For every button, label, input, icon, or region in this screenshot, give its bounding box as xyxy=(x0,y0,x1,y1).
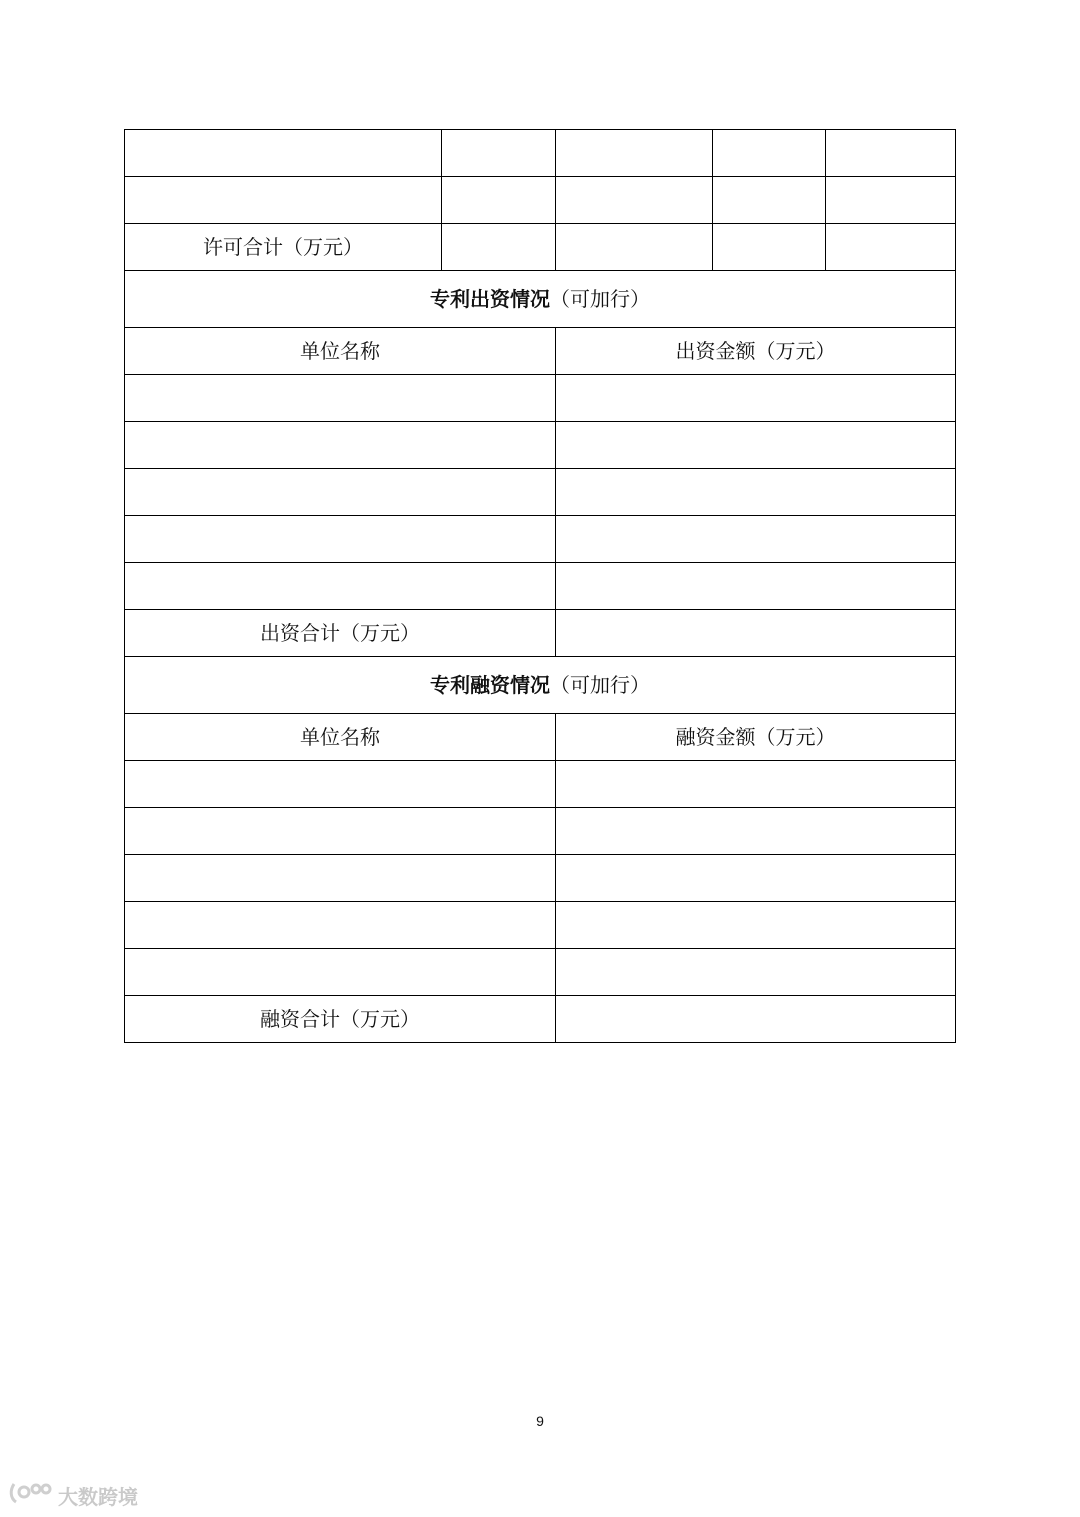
license-total-cell[interactable] xyxy=(713,224,826,271)
financing-unit-cell[interactable] xyxy=(125,808,556,855)
license-total-cell[interactable] xyxy=(556,224,713,271)
license-cell[interactable] xyxy=(442,177,556,224)
financing-col-amount: 融资金额（万元） xyxy=(556,714,956,761)
watermark-logo-icon xyxy=(8,1480,52,1511)
license-cell[interactable] xyxy=(826,177,956,224)
financing-total-row xyxy=(125,996,956,1043)
license-cell[interactable] xyxy=(125,130,442,177)
financing-column-header xyxy=(125,714,956,761)
license-cell[interactable] xyxy=(713,177,826,224)
financing-total-cell[interactable] xyxy=(556,996,956,1043)
investment-col-amount: 出资金额（万元） xyxy=(556,328,956,375)
financing-amount-cell[interactable] xyxy=(556,949,956,996)
financing-amount-cell[interactable] xyxy=(556,902,956,949)
license-cell[interactable] xyxy=(442,130,556,177)
investment-title-bold: 专利出资情况 xyxy=(430,287,550,311)
investment-amount-cell[interactable] xyxy=(556,469,956,516)
financing-title-bold: 专利融资情况 xyxy=(430,673,550,697)
financing-section-header xyxy=(125,657,956,714)
license-total-cell[interactable] xyxy=(826,224,956,271)
investment-section-header xyxy=(125,271,956,328)
financing-amount-cell[interactable] xyxy=(556,855,956,902)
financing-unit-cell[interactable] xyxy=(125,902,556,949)
investment-row xyxy=(125,375,956,422)
financing-row xyxy=(125,949,956,996)
financing-title-note: （可加行） xyxy=(550,673,650,697)
license-cell[interactable] xyxy=(713,130,826,177)
license-row xyxy=(125,177,956,224)
investment-section-title xyxy=(125,271,956,328)
financing-row xyxy=(125,855,956,902)
watermark xyxy=(8,1480,138,1511)
form-table-container xyxy=(124,129,956,1043)
watermark-text: 大数跨境 xyxy=(58,1485,138,1509)
financing-unit-cell[interactable] xyxy=(125,761,556,808)
investment-total-row xyxy=(125,610,956,657)
financing-col-unit: 单位名称 xyxy=(125,714,556,761)
financing-unit-cell[interactable] xyxy=(125,855,556,902)
investment-amount-cell[interactable] xyxy=(556,563,956,610)
investment-unit-cell[interactable] xyxy=(125,375,556,422)
financing-section-title xyxy=(125,657,956,714)
license-total-label: 许可合计（万元） xyxy=(125,224,442,271)
financing-amount-cell[interactable] xyxy=(556,808,956,855)
financing-row xyxy=(125,808,956,855)
investment-amount-cell[interactable] xyxy=(556,516,956,563)
page-number: 9 xyxy=(536,1413,544,1429)
license-cell[interactable] xyxy=(125,177,442,224)
investment-total-cell[interactable] xyxy=(556,610,956,657)
license-cell[interactable] xyxy=(556,130,713,177)
investment-title-note: （可加行） xyxy=(550,287,650,311)
investment-row xyxy=(125,422,956,469)
investment-column-header xyxy=(125,328,956,375)
financing-total-label: 融资合计（万元） xyxy=(125,996,556,1043)
investment-amount-cell[interactable] xyxy=(556,422,956,469)
license-total-row xyxy=(125,224,956,271)
investment-row xyxy=(125,563,956,610)
investment-total-label: 出资合计（万元） xyxy=(125,610,556,657)
financing-unit-cell[interactable] xyxy=(125,949,556,996)
investment-unit-cell[interactable] xyxy=(125,516,556,563)
investment-row xyxy=(125,516,956,563)
license-total-cell[interactable] xyxy=(442,224,556,271)
investment-unit-cell[interactable] xyxy=(125,422,556,469)
license-row xyxy=(125,130,956,177)
license-cell[interactable] xyxy=(826,130,956,177)
investment-unit-cell[interactable] xyxy=(125,469,556,516)
investment-row xyxy=(125,469,956,516)
investment-col-unit: 单位名称 xyxy=(125,328,556,375)
investment-unit-cell[interactable] xyxy=(125,563,556,610)
financing-row xyxy=(125,902,956,949)
financing-amount-cell[interactable] xyxy=(556,761,956,808)
license-cell[interactable] xyxy=(556,177,713,224)
investment-amount-cell[interactable] xyxy=(556,375,956,422)
patent-form-table xyxy=(124,129,956,1043)
financing-row xyxy=(125,761,956,808)
